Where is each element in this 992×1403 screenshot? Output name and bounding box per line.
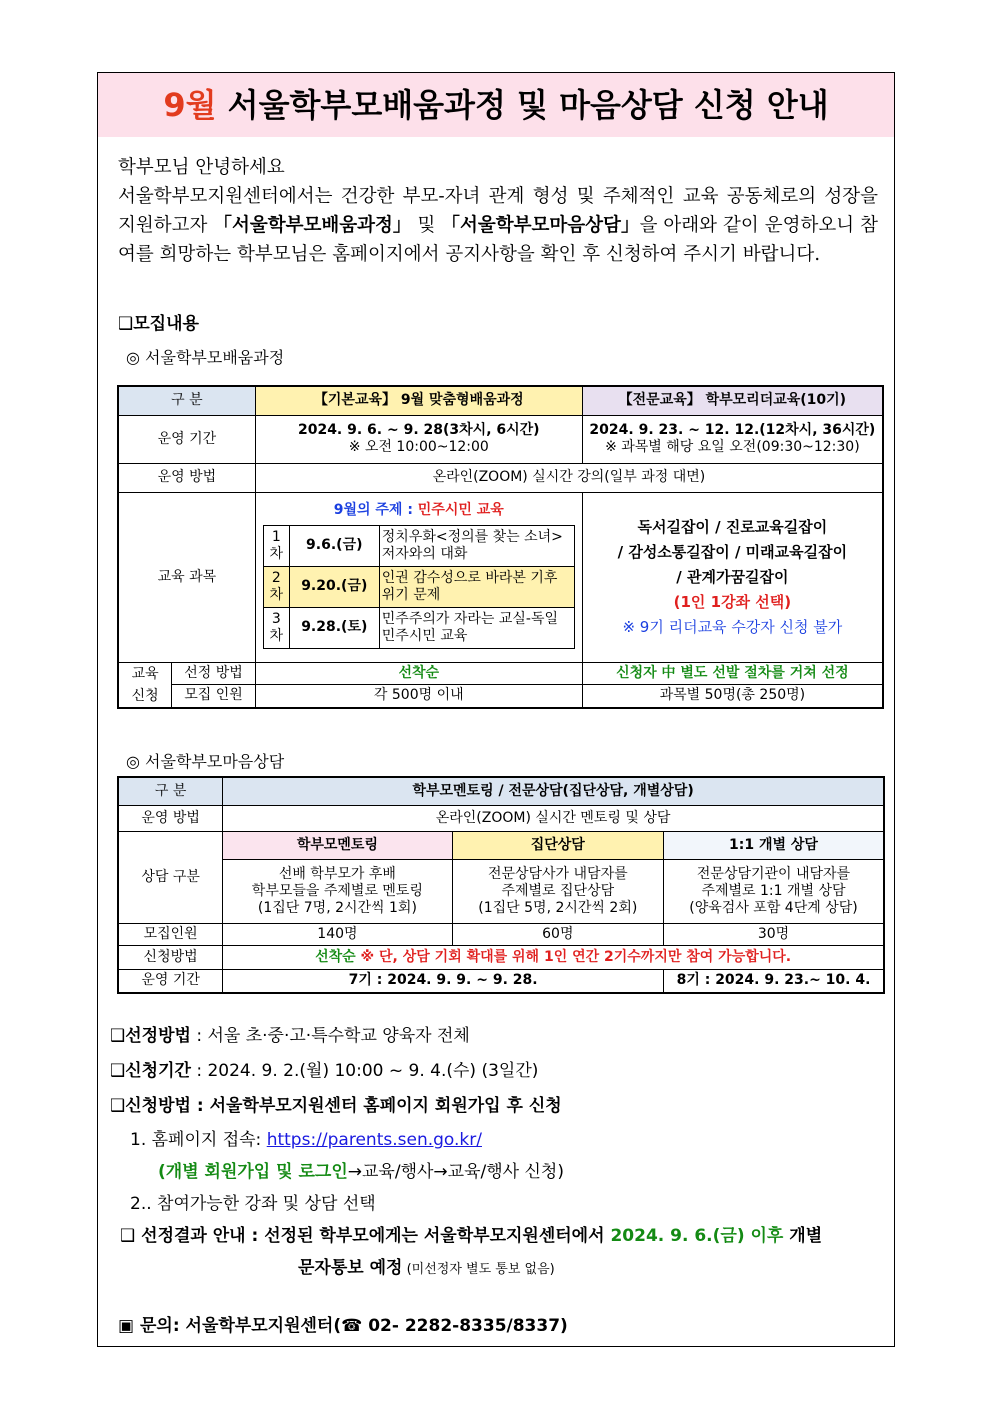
row-count-label: 모집 인원 (172, 685, 256, 708)
intro-part: 및 (411, 215, 442, 236)
step1-note-green: (개별 회원가입 및 로그인 (158, 1162, 348, 1182)
session-date: 9.28.(토) (289, 607, 379, 648)
expert-period-cell (582, 415, 883, 463)
intro-text (118, 153, 878, 269)
group-head: 집단상담 (452, 831, 663, 859)
title-rest: 서울학부모배움과정 및 마음상담 신청 안내 (216, 86, 829, 124)
subsection-course: ◎ 서울학부모배움과정 (126, 348, 285, 367)
theme-line (258, 502, 580, 519)
counsel-method: 온라인(ZOOM) 실시간 멘토링 및 상담 (223, 805, 884, 831)
period-7: 7기 : 2024. 9. 9. ~ 9. 28. (223, 969, 664, 993)
row-period-label: 운영 기간 (118, 969, 223, 993)
th-counsel: 학부모멘토링 / 전문상담(집단상담, 개별상담) (223, 777, 884, 805)
basic-time: ※ 오전 10:00~12:00 (348, 439, 489, 455)
session-row (263, 566, 574, 607)
result-line2 (298, 1253, 555, 1285)
intro-part: 을 아래와 같이 운영하오니 참여를 희망하는 학부모님은 홈페이지에서 공지사항을 확인 후 신청하여 주시기 바랍니다. (118, 215, 878, 265)
selection-method (110, 1019, 470, 1054)
course-table (117, 385, 884, 709)
individual-head: 1:1 개별 상담 (664, 831, 885, 859)
expert-courses-1: 독서길잡이 / 진로교육길잡이 (637, 517, 828, 536)
expert-count: 과목별 50명(총 250명) (582, 685, 883, 708)
row-apply-label: 신청방법 (118, 945, 223, 969)
session-no: 3차 (263, 607, 289, 648)
th-division: 구 분 (118, 777, 223, 805)
row-count-label: 모집인원 (118, 923, 223, 945)
row-method-label: 운영 방법 (118, 463, 255, 492)
result-text: 선정된 학부모에게는 서울학부모지원센터에서 (264, 1226, 611, 1246)
sel-value: : 서울 초·중·고·특수학교 양육자 전체 (190, 1026, 470, 1046)
period-8: 8기 : 2024. 9. 23.~ 10. 4. (664, 969, 885, 993)
apply-green: 선착순 (315, 948, 361, 965)
result-label: ❑ 선정결과 안내 : (120, 1226, 265, 1246)
row-type-label: 상담 구분 (118, 831, 223, 923)
intro-part: 서울학부모지원센터에서는 건강한 부모-자녀 관계 형성 및 주체적인 교육 공동체로의 성장을 지원하고자 (118, 186, 878, 236)
step-2: 2.. 참여가능한 강좌 및 상담 선택 (130, 1194, 376, 1214)
result-notice (120, 1221, 822, 1251)
section-recruit: ❑모집내용 (118, 314, 199, 334)
basic-period-cell (255, 415, 582, 463)
apply-label: ❑신청방법 (110, 1096, 191, 1116)
basic-course-cell (255, 492, 582, 662)
apply-label-a: 교육 (131, 665, 159, 682)
basic-period: 2024. 9. 6. ~ 9. 28(3차시, 6시간) (297, 422, 540, 438)
expert-courses-2: / 감성소통길잡이 / 미래교육길잡이 (617, 542, 848, 561)
desc-line: 전문상담사가 내담자를 (487, 865, 628, 882)
homepage-link[interactable]: https://parents.sen.go.kr/ (266, 1130, 482, 1150)
counsel-apply (223, 945, 884, 969)
basic-count: 각 500명 이내 (255, 685, 582, 708)
expert-course-cell (582, 492, 883, 662)
desc-line: 주제별로 집단상담 (501, 882, 615, 899)
expert-courses-3: / 관계가꿈길잡이 (676, 567, 789, 586)
intro-greeting: 학부모님 안녕하세요 (118, 157, 285, 178)
expert-select-method: 신청자 中 별도 선발 절차를 거쳐 선정 (582, 662, 883, 685)
apply-value: : 서울학부모지원센터 홈페이지 회원가입 후 신청 (190, 1096, 562, 1116)
expert-period: 2024. 9. 23. ~ 12. 12.(12차시, 36시간) (589, 422, 876, 438)
mentoring-count: 140명 (223, 923, 452, 945)
mentoring-head: 학부모멘토링 (223, 831, 452, 859)
result-small: (미선정자 별도 통보 없음) (402, 1262, 555, 1277)
desc-line: 선배 학부모가 후배 (278, 865, 396, 882)
desc-line: (1집단 7명, 2시간씩 1회) (257, 899, 417, 916)
step-1-note (158, 1157, 564, 1187)
group-desc (452, 859, 663, 923)
session-no: 1차 (263, 525, 289, 566)
session-topic: 인권 감수성으로 바라본 기후 위기 문제 (379, 566, 574, 607)
session-date: 9.20.(금) (289, 566, 379, 607)
session-topic: 민주주의가 자라는 교실-독일 민주시민 교육 (379, 607, 574, 648)
desc-line: 전문상담기관이 내담자를 (696, 865, 851, 882)
individual-count: 30명 (664, 923, 885, 945)
expert-time: ※ 과목별 해당 요일 오전(09:30~12:30) (605, 439, 860, 455)
desc-line: 학부모들을 주제별로 멘토링 (251, 882, 423, 899)
th-basic: 【기본교육】 9월 맞춤형배움과정 (255, 386, 582, 415)
result-text2: 개별 (783, 1226, 823, 1246)
period-label: ❑신청기간 (110, 1061, 191, 1081)
counsel-table (117, 776, 885, 994)
title-month: 9월 (163, 86, 217, 124)
apply-label-b: 신청 (131, 687, 159, 704)
desc-line: (1집단 5명, 2시간씩 2회) (478, 899, 638, 916)
th-expert: 【전문교육】 학부모리더교육(10기) (582, 386, 883, 415)
expert-select-note: (1인 1강좌 선택) (673, 592, 792, 611)
row-course-label: 교육 과목 (118, 492, 255, 662)
apply-period (110, 1054, 538, 1089)
contact: ▣ 문의: 서울학부모지원센터(☎ 02- 2282-8335/8337) (118, 1316, 568, 1336)
group-count: 60명 (452, 923, 663, 945)
step1-label: 1. 홈페이지 접속: (130, 1130, 267, 1150)
result-line2-text: 문자통보 예정 (298, 1258, 403, 1278)
row-method-label: 운영 방법 (118, 805, 223, 831)
basic-select: 선착순 (255, 662, 582, 685)
subsection-counsel: ◎ 서울학부모마음상담 (126, 752, 285, 771)
intro-bold-counsel: 「서울학부모마음상담」 (441, 215, 640, 236)
intro-bold-course: 「서울학부모배움과정」 (213, 215, 412, 236)
result-date: 2024. 9. 6.(금) 이후 (610, 1226, 784, 1246)
session-no: 2차 (263, 566, 289, 607)
session-table (263, 525, 575, 649)
period-value: : 2024. 9. 2.(월) 10:00 ~ 9. 4.(수) (3일간) (190, 1061, 539, 1081)
row-apply-label (118, 662, 172, 708)
row-period-label: 운영 기간 (118, 415, 255, 463)
row-select-label: 선정 방법 (172, 662, 256, 685)
expert-restriction: ※ 9기 리더교육 수강자 신청 불가 (622, 617, 843, 636)
theme-value: 민주시민 교육 (417, 501, 504, 518)
apply-red: ※ 단, 상담 기회 확대를 위해 1인 연간 2기수까지만 참여 가능합니다. (360, 948, 792, 965)
session-row (263, 525, 574, 566)
desc-line: (양육검사 포함 4단계 상담) (689, 899, 858, 916)
page-title (98, 73, 894, 137)
mentoring-desc (223, 859, 452, 923)
desc-line: 주제별로 1:1 개별 상담 (701, 882, 846, 899)
step-1 (130, 1125, 482, 1155)
sel-label: ❑선정방법 (110, 1026, 191, 1046)
method-value: 온라인(ZOOM) 실시간 강의(일부 과정 대면) (255, 463, 883, 492)
intro-body (118, 182, 878, 269)
theme-label: 9월의 주제 : (333, 501, 418, 518)
apply-method (110, 1089, 562, 1124)
th-division: 구 분 (118, 386, 255, 415)
session-date: 9.6.(금) (289, 525, 379, 566)
individual-desc (664, 859, 885, 923)
notice-frame (97, 72, 895, 1347)
session-row (263, 607, 574, 648)
step1-note-rest: →교육/행사→교육/행사 신청) (347, 1162, 564, 1182)
session-topic: 정치우화<정의를 찾는 소녀>저자와의 대화 (379, 525, 574, 566)
